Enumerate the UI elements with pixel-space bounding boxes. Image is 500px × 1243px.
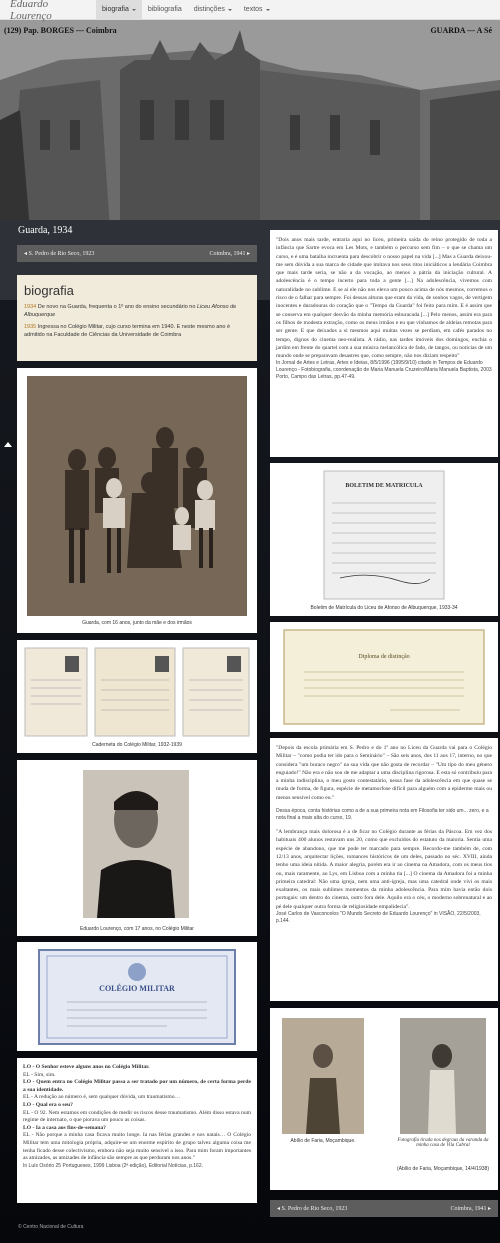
interview-answer: EL - A redução ao número é, sem qualquer dúvida, um traumatismo… xyxy=(23,1094,181,1101)
bio-entry xyxy=(24,323,250,339)
family-photo-caption: Guarda, com 16 anos, junto da mãe e dos irmãos xyxy=(82,620,192,626)
chevron-down-icon xyxy=(132,9,136,11)
interview-line xyxy=(23,1079,251,1102)
interview-line xyxy=(23,1064,251,1079)
portrait-photo xyxy=(17,760,257,936)
portrait-caption: Eduardo Lourenço, com 17 anos, no Colégio Militar xyxy=(80,926,194,932)
place-title: Guarda, 1934 xyxy=(18,225,73,236)
bio-text: Ingressa no Colégio Militar, cujo curso termina em 1940. E neste mesmo ano é admitido na Faculdade de Ciências da Universidade de Coimbra xyxy=(24,324,231,338)
pager-bottom xyxy=(270,1200,498,1217)
nav-bibliografia-label: bibliografia xyxy=(147,6,182,13)
photo-header-left: (129) Pap. BORGES — Coimbra xyxy=(4,26,117,35)
pager-next-label: Coimbra, 1941 xyxy=(450,1206,487,1212)
interview-question: LO - Quem entra no Colégio Militar passa a ser tratado por um número, de certa forma perde a sua identidade. xyxy=(23,1079,251,1093)
nav-textos[interactable] xyxy=(238,0,276,20)
pager-top xyxy=(17,245,257,262)
colegio-diploma-title: COLÉGIO MILITAR xyxy=(99,984,175,993)
pager-prev-link[interactable]: ◂ S. Pedro de Rio Seco, 1923 xyxy=(24,251,95,257)
biography-title: biografia xyxy=(24,283,74,298)
scroll-up-icon[interactable] xyxy=(4,442,12,447)
biography-panel xyxy=(17,275,257,361)
quote-cinema-source: José Carlos de Vasconcelos "O Mundo Secreto de Eduardo Lourenço" in VISÃO, 22/5/2003, p.144. xyxy=(276,911,481,925)
quote-guarda-source: In Jornal de Artes e Letras, Artes e Ideias, 8/5/1996 (1995/9/10) citado in Tempos de Eduardo Lourenço - Fotobiografia, coordenação de Maria Manuela Cruzeiro/Maria Manuela Baptista, 2003 Porto, Campo das Letras, pp.47-49. xyxy=(276,360,492,381)
colegio-diploma-card[interactable] xyxy=(17,942,257,1051)
photo-header-right: GUARDA — A Sé xyxy=(430,26,492,35)
pager-prev-label: S. Pedro de Rio Seco, 1923 xyxy=(281,1206,348,1212)
matricula-title: BOLETIM DE MATRICULA xyxy=(345,483,423,489)
pager-prev-label: S. Pedro de Rio Seco, 1923 xyxy=(28,251,95,257)
distincao-diploma-title: Diploma de distinção xyxy=(358,654,410,660)
booklet-photos xyxy=(17,640,257,753)
quote-guarda xyxy=(270,230,498,457)
abilio-caption-2b: (Abílio de Faria, Moçambique, 14/4/1938) xyxy=(397,1166,489,1172)
chevron-down-icon xyxy=(228,9,232,11)
interview-question: LO - Qual era o seu? xyxy=(23,1101,73,1108)
bio-text: De novo na Guarda, frequenta o 1º ano do ensino secundário no xyxy=(36,304,197,310)
family-photo xyxy=(17,368,257,633)
bio-italic: Liceu Afonso de Albuquerque xyxy=(24,304,237,318)
interview-line xyxy=(23,1102,251,1125)
interview-question: LO - Ia a casa aos fins-de-semana? xyxy=(23,1124,106,1131)
brand-logo[interactable]: Eduardo Lourenço xyxy=(10,0,52,22)
interview-answer: EL - Sim, sim. xyxy=(23,1071,56,1078)
family-photo-card[interactable] xyxy=(17,368,257,633)
bio-year: 1935 xyxy=(24,324,37,330)
quote-guarda-text: "Dois anos mais tarde, entraria aqui no liceu, primeira saída do reino protegido de toda a infância que Sartre evoca em Les Mots, e também o percurso sem fim – o que se chama um curso, e é uma batalha incruenta para descobrir o nosso papel na vida [...] Mas a Guarda deixou-me sem dúvida a sua marca de cidade que imitava nos seus ritos iniciáticos a lendária Coimbra que mais tarde seria, se não a da vocação, ao menos a pátria da iniciação cultural. A adolescência é o tempo incerto para toda a gente [...] Na adolescência, vivemos com naturalidade no sublime. E se aí ele não nos eleva um pouco acima de nós mesmos, corremos o risco de o falhar para sempre. Foi dessas alturas que eram da vida, de sonhos vagos, de vertigem inocentes e duradouras do coração que o "Tempo da Guarda" foi feito para mim. E é assim que se conserva em qualquer desvão da minha memória esburacada [...] Pelo menos, assim era para os filhos de modesta extração, como os meus irmãos e eu que vínhamos de aldeias remotas para ser gente. E que deixados a si mesmos aqui muitas vezes se perdiam, em cafés parados no tempo, dignos do cinema neo-realista. A rádio, nas tardes imóveis dos domingos, enchia o jardim em frente do quartel com a sua música melancólica de fado, de tangos, ou notícias de um mundo onde se preparavam desastres que, como sempre, não nos diziam respeito" xyxy=(276,237,492,360)
pager-next-link[interactable]: Coimbra, 1941 ▸ xyxy=(209,251,250,257)
bio-entry xyxy=(24,303,250,319)
nav-biografia-label: biografia xyxy=(102,6,129,13)
top-navbar xyxy=(0,0,500,20)
interview-source: In Luís Osório 25 Portugueses, 1999 Lisboa (2ª edição), Editorial Notícias, p.162. xyxy=(23,1162,204,1169)
distincao-diploma-photo xyxy=(270,622,498,732)
nav-textos-label: textos xyxy=(243,6,263,13)
pager-next-link[interactable]: Coimbra, 1941 ▸ xyxy=(450,1206,491,1212)
distincao-diploma-card[interactable] xyxy=(270,622,498,732)
nav-distincoes[interactable] xyxy=(188,0,238,20)
colegio-diploma-photo xyxy=(17,942,257,1051)
matricula-card[interactable] xyxy=(270,463,498,616)
quote-colegio-text: "Depois da escola primária em S. Pedro e do 1º ano no Liceu da Guarda vai para o Colégio Militar – "como podia ter ido para o Seminário" – São seis anos, dos 11 aos 17, interno, no que considera "um buraco negro" na sua vida que não gosta de recordar – "Um tipo do meu género enguiado!" Não era e não sou de me adaptar a uma disciplina rigorosa. E esta só contribuiu para a minha indisciplina, o meu gosto contestatário, nessa fase da adolescência em que quase se muda de forma, de figura, espécie de metamorfose difícil para alguém com a epiderme mais ou menos sensível como eu." xyxy=(276,745,492,801)
quote-colegio-note: Dessa época, conta histórias como a de a sua primeira nota em Filosofia ter sido um... zero, e a nota final a mais alta do curso, 19. xyxy=(276,808,489,822)
quote-cinema-text: "A lembrança mais dolorosa é a de ficar no Colégio durante as férias da Páscoa. Em vez dos habituais 400 alunos restavam uns 20, como que excluídos do estatuto da maioria. Sentia uma espécie de abandono, que me pode ter marcado para sempre. Recordo-me também de, com 12/13 anos, arquitectar lições, romances históricos de um deles, passado no séc. XVIII, ainda tenho uma ideia nítida. A maior alegria, porém era ir ao cinema na Amadora, com os meus tios ou, mais raramente, ao Lys, em Lisboa com a minha tia [...] O cinema da Amadora foi a minha primeira catedral: Não uma igreja, nem uma anti-igreja, mas uma catedral onde vivi os mais exaltantes, os mais sublimes momentos da minha adolescência. Para mim havia então dois portugais: um dentro do cinema, outro fora dele. Aquilo era o céu, o moderno sobrenatural e ao pé dele qualquer outra forma de religiosidade empalidecia". xyxy=(276,829,492,910)
abilio-caption-1: Abílio de Faria, Moçambique. xyxy=(290,1138,356,1144)
interview-line xyxy=(23,1125,251,1163)
chevron-down-icon xyxy=(266,9,270,11)
abilio-photos xyxy=(270,1008,498,1190)
nav-distincoes-label: distinções xyxy=(193,6,225,13)
booklet-caption: Caderneta do Colégio Militar, 1932-1939 xyxy=(92,742,182,748)
interview-answer: EL - O 92. Nem estamos em condições de medir os riscos desse traumatismo. Além disso estava num regime de internato, o que piorava um pouco as coisas. xyxy=(23,1109,251,1124)
booklet-card[interactable] xyxy=(17,640,257,753)
matricula-caption: Boletim de Matrícula do Liceu de Afonso de Albuquerque, 1933-34 xyxy=(310,605,458,611)
quote-colegio xyxy=(270,738,498,1001)
interview-block xyxy=(17,1058,257,1203)
nav-bibliografia[interactable] xyxy=(142,0,188,20)
interview-question: LO - O Senhor esteve alguns anos no Colégio Militar. xyxy=(23,1064,150,1070)
nav-biografia[interactable] xyxy=(96,0,142,20)
interview-answer: EL - Não porque a minha casa ficava muito longe. Ia nas férias grandes e nos natais… O Colégio Militar tem uma mitologia própria, adquire-se um enorme espírito de grupo talvez alguma coisa me tenha ficado desse colectivismo, embora não seja muito sensível a isso. Para mim foram importantes as amizades, as amizades de infância são sempre as que perduram nos anos." xyxy=(23,1132,251,1162)
abilio-card[interactable] xyxy=(270,1008,498,1190)
pager-prev-link[interactable]: ◂ S. Pedro de Rio Seco, 1923 xyxy=(277,1206,348,1212)
portrait-card[interactable] xyxy=(17,760,257,936)
pager-next-label: Coimbra, 1941 xyxy=(209,251,246,257)
abilio-caption-2a: Fotografia tirada nos degraus da varanda da minha casa de Vila Cabral xyxy=(397,1138,489,1148)
footer-copyright: © Centro Nacional de Cultura xyxy=(18,1224,84,1230)
bio-year: 1934 xyxy=(24,304,37,310)
